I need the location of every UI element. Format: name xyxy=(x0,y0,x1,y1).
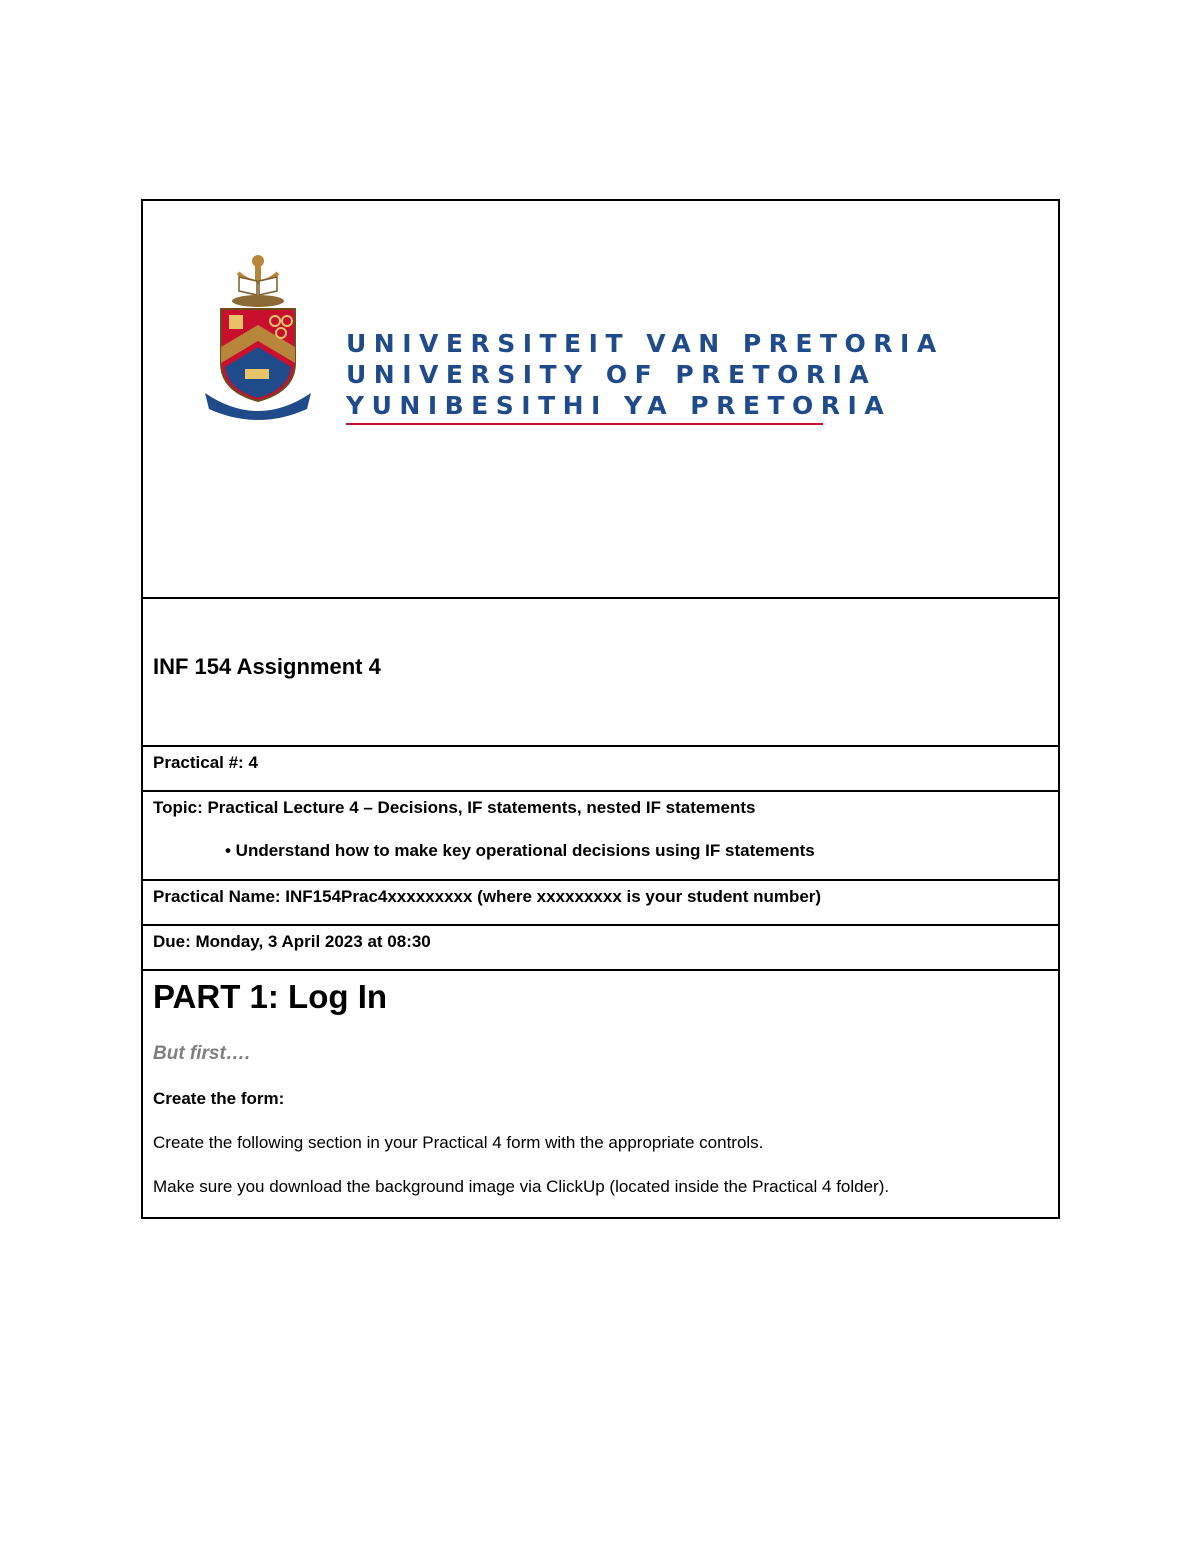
university-crest-icon xyxy=(203,251,313,421)
logo-underline xyxy=(346,423,823,425)
practical-number: Practical #: 4 xyxy=(153,753,258,772)
part1-cell xyxy=(143,971,1058,1217)
assignment-title: INF 154 Assignment 4 xyxy=(153,654,381,679)
practical-name-cell xyxy=(143,881,1058,926)
practical-number-cell xyxy=(143,747,1058,792)
create-form-label: Create the form: xyxy=(153,1089,285,1108)
university-name-afrikaans: UNIVERSITEIT VAN PRETORIA xyxy=(346,329,944,358)
cover-table xyxy=(141,199,1060,1219)
instruction-paragraph: Make sure you download the background image via ClickUp (located inside the Practical 4 folder). xyxy=(153,1177,890,1196)
university-name-english: UNIVERSITY OF PRETORIA xyxy=(346,360,877,389)
due-date: Due: Monday, 3 April 2023 at 08:30 xyxy=(153,932,431,951)
university-logo xyxy=(203,251,944,426)
university-name-sepedi: YUNIBESITHI YA PRETORIA xyxy=(346,391,892,420)
university-name-lines xyxy=(346,328,944,425)
topic-bullet: • Understand how to make key operational decisions using IF statements xyxy=(225,841,815,860)
practical-name: Practical Name: INF154Prac4xxxxxxxxx (where xxxxxxxxx is your student number) xyxy=(153,887,822,906)
topic-text: Topic: Practical Lecture 4 – Decisions, IF statements, nested IF statements xyxy=(153,798,756,817)
due-date-cell xyxy=(143,926,1058,971)
title-cell xyxy=(143,599,1058,747)
instruction-paragraph: Create the following section in your Practical 4 form with the appropriate controls. xyxy=(153,1133,764,1152)
logo-cell xyxy=(143,201,1058,599)
part1-heading: PART 1: Log In xyxy=(153,978,388,1015)
topic-cell xyxy=(143,792,1058,881)
but-first-text: But first…. xyxy=(153,1043,251,1064)
